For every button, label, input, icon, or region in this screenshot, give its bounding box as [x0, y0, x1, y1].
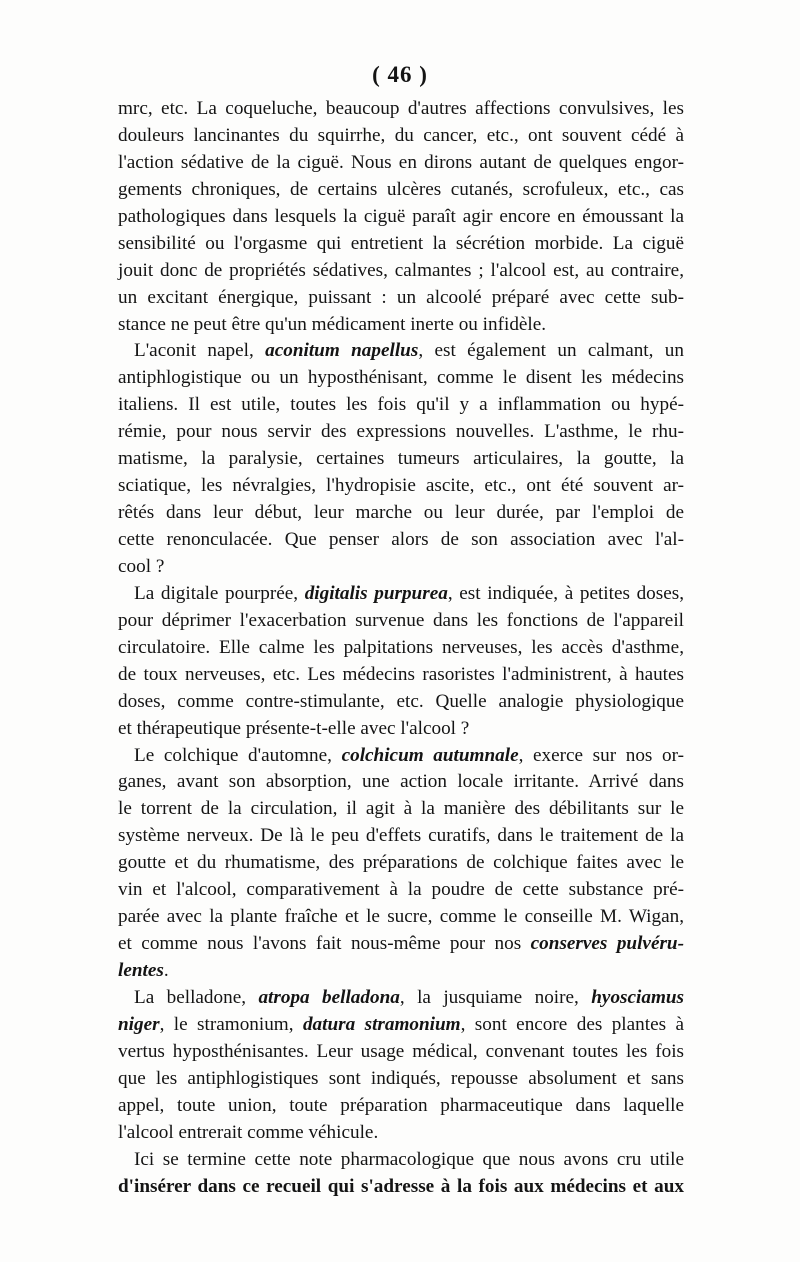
text-line	[118, 823, 684, 850]
text-line	[118, 312, 684, 339]
text-run: et thérapeutique présente-t-elle avec l'alcool ?	[118, 717, 470, 739]
text-line	[118, 904, 684, 931]
text-run: , le stramonium,	[159, 1013, 303, 1035]
text-run: jouit donc de propriétés sédatives, calmantes ; l'alcool est, au contraire,	[118, 259, 684, 281]
text-run: doses, comme contre-stimulante, etc. Quelle analogie physiologique	[118, 690, 684, 712]
text-line	[118, 500, 684, 527]
text-line	[118, 931, 684, 958]
page-number: ( 46 )	[372, 62, 428, 87]
text-line	[118, 446, 684, 473]
text-line	[118, 258, 684, 285]
text-line	[118, 338, 684, 365]
latin-name: datura stramonium	[302, 1013, 461, 1035]
text-run: , sont encore des plantes à	[460, 1013, 684, 1035]
text-line	[118, 1093, 684, 1120]
text-run: l'alcool entrerait comme véhicule.	[118, 1121, 379, 1143]
text-run: et comme nous l'avons fait nous-même pour nos	[118, 933, 531, 955]
text-line	[118, 608, 684, 635]
text-line	[118, 1120, 684, 1147]
text-line	[118, 850, 684, 877]
text-run: le torrent de la circulation, il agit à la manière des débilitants sur le	[118, 798, 684, 820]
text-run: vin et l'alcool, comparativement à la poudre de cette substance pré-	[118, 879, 684, 901]
text-run: d'insérer dans ce recueil qui s'adresse à la fois aux médecins et aux	[118, 1175, 684, 1197]
text-line	[118, 554, 684, 581]
text-run: parée avec la plante fraîche et le sucre, comme le conseille M. Wigan,	[118, 906, 684, 928]
text-line	[118, 527, 684, 554]
latin-name: atropa belladona	[258, 986, 400, 1008]
text-line	[118, 231, 684, 258]
text-run: antiphlogistique ou un hyposthénisant, comme le disent les médecins	[118, 367, 684, 389]
text-line	[118, 285, 684, 312]
text-line	[118, 96, 684, 123]
text-run: pathologiques dans lesquels la ciguë paraît agir encore en émoussant la	[118, 205, 684, 227]
text-run: stance ne peut être qu'un médicament inerte ou infidèle.	[118, 313, 547, 335]
text-run: de toux nerveuses, etc. Les médecins rasoristes l'administrent, à hautes	[118, 663, 684, 685]
text-line	[118, 769, 684, 796]
text-run: appel, toute union, toute préparation pharmaceutique dans laquelle	[118, 1094, 684, 1116]
latin-name: niger	[118, 1013, 160, 1035]
latin-name: hyosciamus	[591, 986, 685, 1008]
latin-name: lentes	[118, 960, 164, 981]
text-run: rémie, pour nous servir des expressions nouvelles. L'asthme, le rhu-	[118, 421, 684, 443]
text-run: rêtés dans leur début, leur marche ou leur durée, par l'emploi de	[118, 502, 684, 524]
text-run: .	[163, 960, 169, 981]
text-line	[118, 204, 684, 231]
text-run: Le colchique d'automne,	[134, 744, 342, 766]
text-line	[118, 877, 684, 904]
text-run: système nerveux. De là le peu d'effets curatifs, dans le traitement de la	[118, 825, 684, 847]
text-run: La digitale pourprée,	[134, 582, 305, 604]
text-line	[118, 689, 684, 716]
text-run: sciatique, les névralgies, l'hydropisie ascite, etc., ont été souvent ar-	[118, 475, 684, 497]
text-line	[118, 123, 684, 150]
text-run: douleurs lancinantes du squirrhe, du cancer, etc., ont souvent cédé à	[118, 124, 684, 146]
text-line	[118, 581, 684, 608]
text-run: matisme, la paralysie, certaines tumeurs articulaires, la goutte, la	[118, 448, 684, 470]
text-run: sensibilité ou l'orgasme qui entretient la sécrétion morbide. La ciguë	[118, 232, 684, 254]
text-run: , est indiquée, à petites doses,	[447, 582, 685, 604]
body-text	[118, 96, 684, 1200]
text-run: que les antiphlogistiques sont indiqués, repousse absolument et sans	[118, 1067, 684, 1089]
text-run: , la jusquiame noire,	[399, 986, 592, 1008]
text-line	[118, 473, 684, 500]
text-line	[118, 1012, 684, 1039]
text-run: pour déprimer l'exacerbation survenue dans les fonctions de l'appareil	[118, 609, 684, 631]
text-line	[118, 716, 684, 743]
text-run: , est également un calmant, un	[418, 340, 684, 362]
text-run: gements chroniques, de certains ulcères cutanés, scrofuleux, etc., cas	[118, 178, 684, 200]
text-line	[118, 662, 684, 689]
text-run: Ici se termine cette note pharmacologique que nous avons cru utile	[134, 1148, 684, 1170]
text-line	[118, 392, 684, 419]
text-run: un excitant énergique, puissant : un alcoolé préparé avec cette sub-	[118, 286, 684, 308]
text-line	[118, 150, 684, 177]
text-line	[118, 1147, 684, 1174]
latin-name: conserves pulvéru-	[530, 933, 684, 955]
text-run: vertus hyposthénisantes. Leur usage médical, convenant toutes les fois	[118, 1040, 684, 1062]
text-run: ganes, avant son absorption, une action locale irritante. Arrivé dans	[118, 771, 684, 793]
text-line	[118, 1039, 684, 1066]
text-line	[118, 365, 684, 392]
latin-name: digitalis purpurea	[304, 582, 448, 604]
text-line	[118, 1066, 684, 1093]
text-run: L'aconit napel,	[134, 340, 266, 362]
text-run: cette renonculacée. Que penser alors de son association avec l'al-	[118, 529, 684, 550]
text-line	[118, 958, 684, 985]
text-line	[118, 743, 684, 770]
text-line	[118, 1174, 684, 1201]
text-run: italiens. Il est utile, toutes les fois qu'il y a inflammation ou hypé-	[118, 394, 684, 416]
text-run: circulatoire. Elle calme les palpitations nerveuses, les accès d'asthme,	[118, 636, 684, 658]
text-run: cool ?	[118, 555, 165, 577]
text-run: goutte et du rhumatisme, des préparations de colchique faites avec le	[118, 852, 684, 874]
text-run: l'action sédative de la ciguë. Nous en dirons autant de quelques engor-	[118, 151, 684, 173]
text-run: La belladone,	[134, 986, 259, 1008]
text-line	[118, 796, 684, 823]
latin-name: aconitum napellus	[265, 340, 419, 362]
text-run: mrc, etc. La coqueluche, beaucoup d'autres affections convulsives, les	[118, 98, 684, 119]
latin-name: colchicum autumnale	[341, 744, 519, 766]
text-line	[118, 635, 684, 662]
text-line	[118, 177, 684, 204]
text-run: , exerce sur nos or-	[518, 744, 684, 766]
text-line	[118, 985, 684, 1012]
text-line	[118, 419, 684, 446]
